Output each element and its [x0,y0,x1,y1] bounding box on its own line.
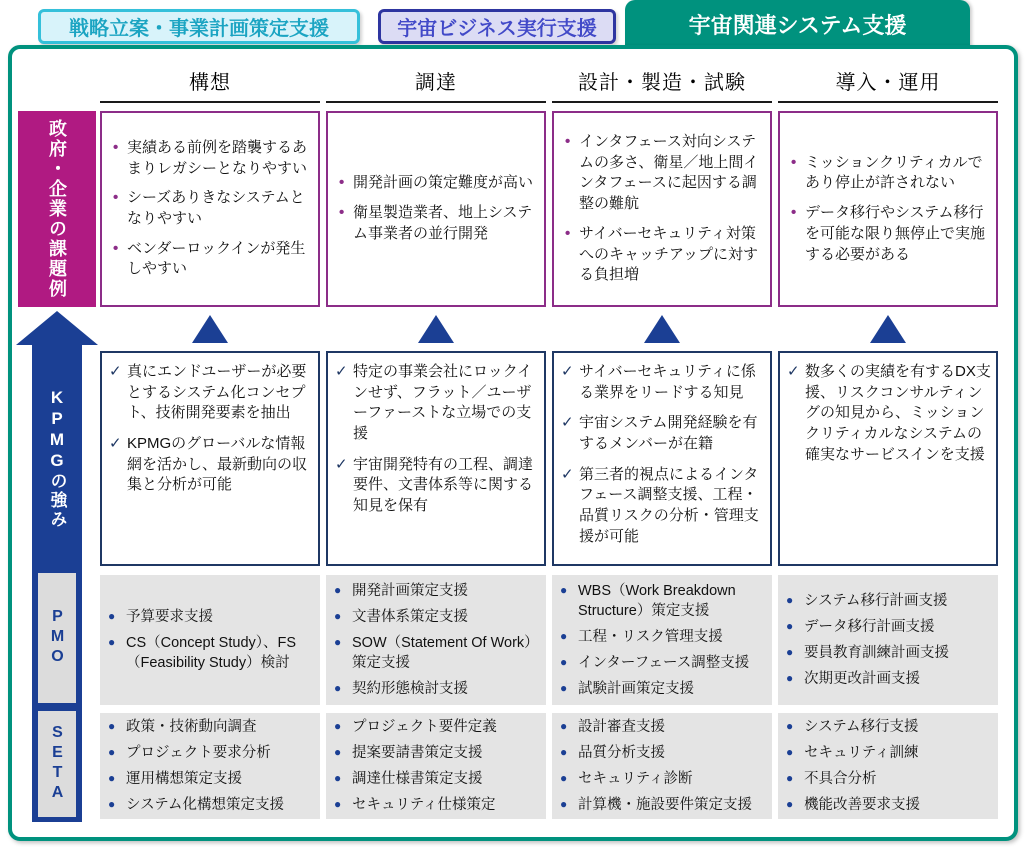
pmo-item: ● WBS（Work Breakdown Structure）策定支援 [560,581,768,621]
column-header: 構想 [100,59,320,103]
pmo-item: ● 予算要求支援 [108,607,316,627]
pmo-item: ● 試験計画策定支援 [560,679,768,699]
seta-item: ● 計算機・施設要件策定支援 [560,795,768,815]
strength-item: ✓ 宇宙開発特有の工程、調達要件、文書体系等に関する知見を保有 [334,455,539,517]
issues-box [326,111,546,307]
seta-item: ● プロジェクト要件定義 [334,717,542,737]
issues-box [552,111,772,307]
row-label-seta: SETA [38,711,76,817]
seta-item: ● セキュリティ訓練 [786,743,994,763]
tab-strategy-planning[interactable]: 戦略立案・事業計画策定支援 [38,9,360,44]
seta-item: ● 調達仕様書策定支援 [334,769,542,789]
strength-item: ✓ KPMGのグローバルな情報網を活かし、最新動向の収集と分析が可能 [108,434,313,496]
issue-item: • サイバーセキュリティ対策へのキャッチアップに対する負担増 [562,224,764,286]
seta-item: ● 提案要請書策定支援 [334,743,542,763]
row-label-issues: 政府・企業の課題例 [18,111,96,307]
strengths-box [100,351,320,566]
column-design-manufacture-test [552,59,772,819]
seta-box [552,713,772,819]
strengths-box [778,351,998,566]
pmo-item: ● 契約形態検討支援 [334,679,542,699]
issue-item: • 実績ある前例を踏襲するあまりレガシーとなりやすい [110,138,312,179]
pmo-box [326,575,546,705]
pmo-item: ● SOW（Statement Of Work）策定支援 [334,633,542,673]
column-header: 設計・製造・試験 [552,59,772,103]
pmo-item: ● システム移行計画支援 [786,591,994,611]
main-panel [8,45,1018,841]
up-triangle-icon [644,315,680,343]
column-header: 調達 [326,59,546,103]
tab-space-systems-active[interactable]: 宇宙関連システム支援 [625,0,970,49]
seta-item: ● 政策・技術動向調査 [108,717,316,737]
column-header: 導入・運用 [778,59,998,103]
column-concept [100,59,320,819]
issue-item: • ミッションクリティカルであり停止が許されない [788,153,990,194]
strength-item: ✓ 特定の事業会社にロックインせず、フラット／ユーザーファーストな立場での支援 [334,362,539,445]
issue-item: • インタフェース対向システムの多さ、衛星／地上間インタフェースに起因する調整の難航 [562,132,764,215]
pmo-item: ● インターフェース調整支援 [560,653,768,673]
pmo-item: ● CS（Concept Study）、FS（Feasibility Study）検討 [108,633,316,673]
seta-item: ● 設計審査支援 [560,717,768,737]
seta-box [778,713,998,819]
column-procurement [326,59,546,819]
issue-item: • シーズありきなシステムとなりやすい [110,188,312,229]
pmo-item: ● 工程・リスク管理支援 [560,627,768,647]
seta-item: ● 品質分析支援 [560,743,768,763]
tab-space-business[interactable]: 宇宙ビジネス実行支援 [378,9,616,44]
pmo-box [778,575,998,705]
issue-item: • ベンダーロックインが発生しやすい [110,239,312,280]
issue-item: • データ移行やシステム移行を可能な限り無停止で実施する必要がある [788,203,990,265]
seta-box [326,713,546,819]
issues-box [778,111,998,307]
seta-item: ● セキュリティ診断 [560,769,768,789]
seta-item: ● セキュリティ仕様策定 [334,795,542,815]
pmo-item: ● 次期更改計画支援 [786,669,994,689]
seta-box [100,713,320,819]
pmo-item: ● データ移行計画支援 [786,617,994,637]
issues-box [100,111,320,307]
pmo-box [552,575,772,705]
strength-item: ✓ 数多くの実績を有するDX支援、リスクコンサルティングの知見から、ミッションクリティカルなシステムの確実なサービスインを支援 [786,362,991,465]
pmo-item: ● 要員教育訓練計画支援 [786,643,994,663]
strengths-box [552,351,772,566]
seta-item: ● 運用構想策定支援 [108,769,316,789]
issue-item: • 開発計画の策定難度が高い [336,173,538,194]
pmo-item: ● 文書体系策定支援 [334,607,542,627]
up-triangle-icon [192,315,228,343]
seta-item: ● プロジェクト要求分析 [108,743,316,763]
up-arrow-icon [16,311,98,345]
seta-item: ● 不具合分析 [786,769,994,789]
seta-item: ● システム移行支援 [786,717,994,737]
strengths-box [326,351,546,566]
pmo-box [100,575,320,705]
up-triangle-icon [418,315,454,343]
column-deployment-operation [778,59,998,819]
seta-item: ● システム化構想策定支援 [108,795,316,815]
up-triangle-icon [870,315,906,343]
row-label-pmo: PMO [38,573,76,703]
phase-columns [100,59,998,819]
strength-item: ✓ 真にエンドユーザーが必要とするシステム化コンセプト、技術開発要素を抽出 [108,362,313,424]
row-label-strengths: KPMGの強み [47,387,67,529]
strength-item: ✓ 宇宙システム開発経験を有するメンバーが在籍 [560,413,765,454]
issue-item: • 衛星製造業者、地上システム事業者の並行開発 [336,203,538,244]
strength-item: ✓ 第三者的視点によるインタフェース調整支援、工程・品質リスクの分析・管理支援が可能 [560,465,765,548]
strength-item: ✓ サイバーセキュリティに係る業界をリードする知見 [560,362,765,403]
seta-item: ● 機能改善要求支援 [786,795,994,815]
pmo-item: ● 開発計画策定支援 [334,581,542,601]
